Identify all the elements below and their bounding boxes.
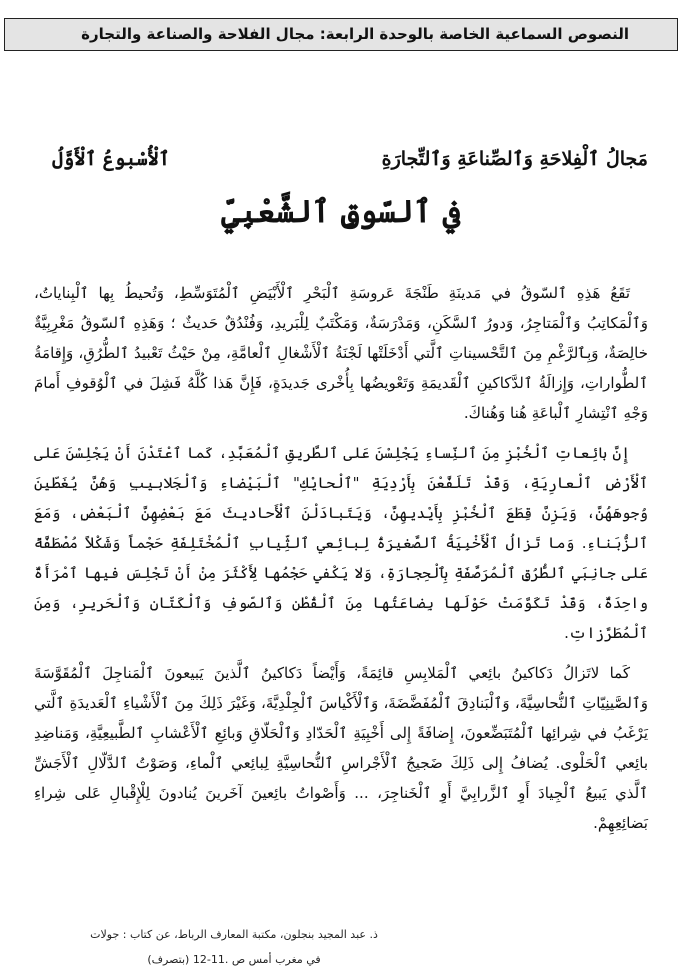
paragraph-1: تَقَعُ هَذِهِ ٱلسّوقُ في مَدينَةِ طَنْجَةَ عَروسَةِ ٱلْبَحْرِ ٱلْأَبْيَضِ ٱلْمُتَوَسِّطِ، وَتُحيطُ بِها ٱلْبِناياتُ، وَٱلْمَكاتِبُ وَٱلْمَتاجِرُ، وَدورُ ٱلسَّكَنِ، وَمَدْرَسَةٌ، وَمَكْتَبٌ لِلْبَريدِ، وَفُنْدُقٌ حَديثٌ ؛ وَهَذِهِ ٱلسّوقُ مَغْرِبِيَّةٌ خالِصَةٌ، وَبِٱلرَّغْمِ مِنَ ٱلتَّحْسيناتِ ٱلَّتي أَدْخَلَتْها لَجْنَةُ ٱلْأَشْغالِ ٱلْعامَّةِ، مِنْ حَيْثُ تَعْبيدُ ٱلطُّرُقِ، وَإِقامَةُ ٱلطُّواراتِ، وَإِزالَةُ ٱلدَّكاكينِ ٱلْقَديمَةِ وَتَعْويضُها بِأُخْرى جَديدَةٍ، فَإِنَّ هَذا كُلَّهُ فَشِلَ في ٱلْوُقوفِ أَمامَ وَجْهِ ٱنْتِشارِ ٱلْباعَةِ هُنا وَهُناكَ. (34, 284, 648, 422)
source-citation (44, 922, 424, 972)
lesson-title: في ٱلسّوقِ ٱلشَّعْبِيِّ (221, 194, 461, 230)
citation-line-2: في مغرب أمس ص .11-12 (بتصرف) (147, 953, 321, 966)
paragraph-3: كَما لاتَزالُ دَكاكينُ بائِعي ٱلْمَلابِسِ قائِمَةً، وَأَيْضاً دَكاكينُ ٱلَّذينَ يَبيعونَ ٱلْمَناجِلَ ٱلْمُقَوَّسَةَ وَٱلصَّينِيّاتِ ٱلنُّحاسِيَّةَ، وَٱلْبَنادِقَ ٱلْمُفَضَّضَةَ، وَٱلْأَكْياسَ ٱلْجِلْدِيَّةَ، وَغَيْرَ ذَلِكَ مِنَ ٱلْأَشْياءِ ٱلْعَديدَةِ ٱلَّتي يَرْغَبُ في شِرائِها ٱلْمُتَبَضِّعونَ، إِضافَةً إِلى أَخْبِيَةِ ٱلْحَدّادِ وَٱلْحَلّاقِ وَبائِعِ ٱلْأَعْشابِ ٱلطَّبيعِيَّةِ، وَمَناضِدِ بائِعي ٱلْحَلْوى. يُضافُ إِلى ذَلِكَ ضَجيجُ ٱلْأَجْراسِ ٱلنُّحاسِيَّةِ لِبائِعي ٱلْماءِ، وَصَوْتُ ٱلدَّلّالِ ٱلْأَجَشِّ ٱلَّذي يَبيعُ ٱلْجِيادَ أَوِ ٱلزَّرابِيَّ أَوِ ٱلْخَناجِرَ، ... وَأَصْواتُ بائِعينَ آخَرينَ يُنادونَ لِلْإِقْبالِ عَلى شِراءِ بَضائِعِهِمْ. (34, 664, 648, 832)
story-body (34, 278, 648, 848)
unit-header-bar (4, 18, 678, 51)
field-label: مَجالُ ٱلْفِلاحَةِ وَٱلصِّناعَةِ وَٱلتِّجارَةِ (381, 148, 648, 170)
paragraph-2: إِنَّ بائِعاتِ ٱلْخُبْزِ مِنَ ٱلنِّساءِ يَجْلِسْنَ عَلى ٱلطَّريقِ ٱلْمُعَبَّدِ، كَما ٱعْتَدْنَ أَنْ يَجْلِسْنَ عَلى ٱلْأَرْضِ ٱلْعارِيَةِ، وَقَدْ تَلَفَّعْنَ بِأَرْدِيَةِ "ٱلْحايْكِ" ٱلْبَيْضاءِ وَٱلْجَلابيبِ وَهُنَّ يُغَطّينَ وُجوهَهُنَّ، وَيَزِنَّ قِطَعَ ٱلْخُبْزِ بِأَيْديهِنَّ، وَيَتَبادَلْنَ ٱلْأَحاديثَ مَعَ بَعْضِهِنَّ ٱلْبَعْضِ، وَمَعَ ٱلزُّبَناءِ. وَما تَزالُ ٱلْأَخْبِيَةُ ٱلصَّغيرَةُ لِبائِعي ٱلثِّيابِ ٱلْمُخْتَلِفَةِ حَجْماً وَشَكْلاً مُصْطَفَّةً عَلى جانِبَيِ ٱلطُّرُقِ ٱلْمُرَصَّفَةِ بِٱلْحِجارَةِ، وَلا يَكْفي حَجْمُها لِأَكْثَرَ مِنْ أَنْ تَجْلِسَ فيها ٱمْرَأَةٌ واحِدَةٌ، وَقَدْ تَكَوَّمَتْ حَوْلَها بِضاعَتُها مِنَ ٱلْقُطْنِ وَٱلصّوفِ وَٱلْكَتّانِ وَٱلْحَريرِ، وَمِنَ ٱلْمُطَرَّزاتِ. (34, 444, 648, 642)
unit-header-title: النصوص السماعية الخاصة بالوحدة الرابعة: مجال الفلاحة والصناعة والتجارة (81, 25, 629, 43)
week-label: ٱلْأُسْبوعُ ٱلْأَوَّلُ (52, 148, 170, 170)
citation-line-1: ذ. عبد المجيد بنجلون، مكتبة المعارف الرباط، عن كتاب : جولات (90, 928, 378, 941)
